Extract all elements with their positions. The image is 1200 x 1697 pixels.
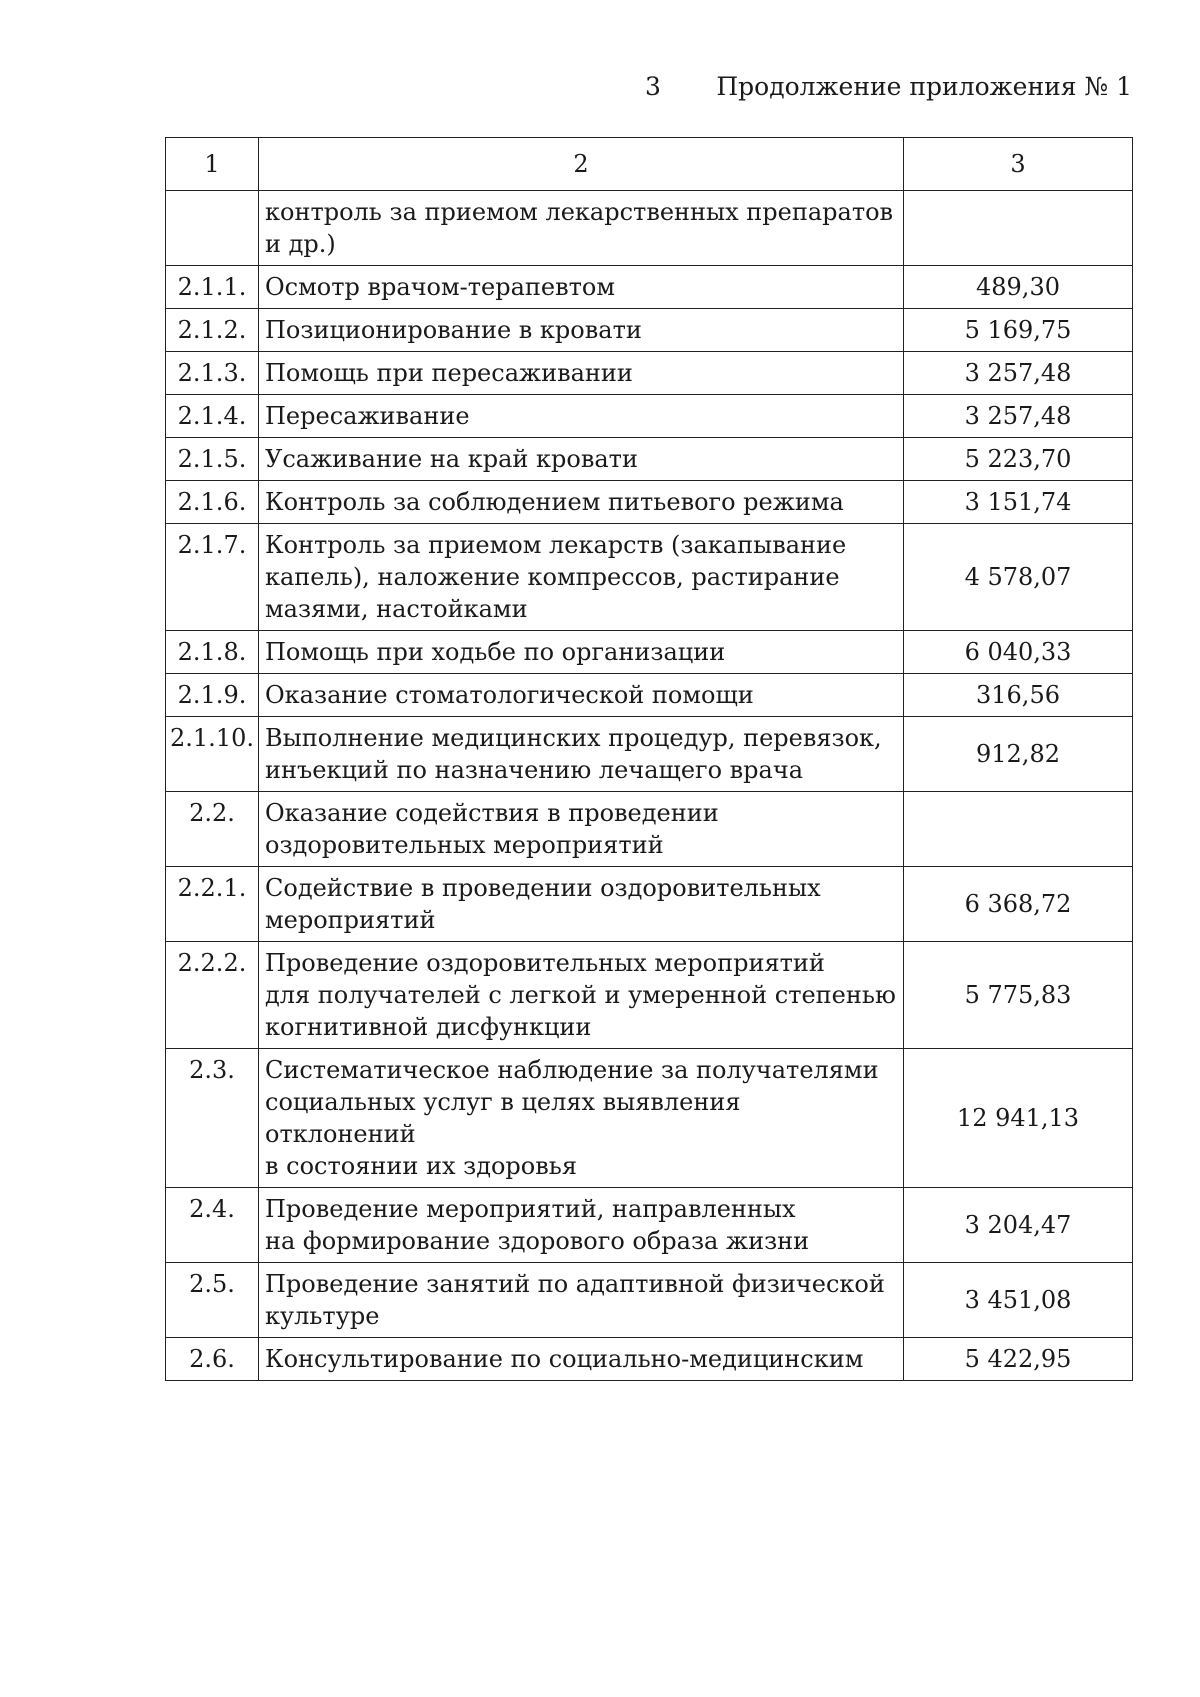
service-description: Систематическое наблюдение за получателями социальных услуг в целях выявления отклонений в состоянии их здоровья	[259, 1049, 904, 1188]
row-number: 2.1.10.	[166, 717, 259, 792]
service-description: Контроль за приемом лекарств (закапывание капель), наложение компрессов, растирание мазями, настойками	[259, 524, 904, 631]
service-price: 6 040,33	[904, 631, 1133, 674]
service-price: 912,82	[904, 717, 1133, 792]
service-description: Проведение занятий по адаптивной физической культуре	[259, 1263, 904, 1338]
page-number: 3	[645, 72, 661, 101]
row-number: 2.3.	[166, 1049, 259, 1188]
service-description: Проведение оздоровительных мероприятий для получателей с легкой и умеренной степенью когнитивной дисфункции	[259, 942, 904, 1049]
table-row	[166, 309, 1133, 352]
service-price: 5 775,83	[904, 942, 1133, 1049]
row-number: 2.1.9.	[166, 674, 259, 717]
service-price: 5 223,70	[904, 438, 1133, 481]
table-row	[166, 631, 1133, 674]
row-number: 2.2.2.	[166, 942, 259, 1049]
service-description: Помощь при ходьбе по организации	[259, 631, 904, 674]
table-row	[166, 867, 1133, 942]
service-description: Оказание содействия в проведении оздоровительных мероприятий	[259, 792, 904, 867]
service-description: контроль за приемом лекарственных препаратов и др.)	[259, 191, 904, 266]
table-row	[166, 1188, 1133, 1263]
tariff-table	[165, 137, 1133, 1381]
table-row	[166, 395, 1133, 438]
row-number	[166, 191, 259, 266]
service-price	[904, 792, 1133, 867]
service-description: Усаживание на край кровати	[259, 438, 904, 481]
service-price	[904, 191, 1133, 266]
service-price: 3 257,48	[904, 352, 1133, 395]
service-price: 3 151,74	[904, 481, 1133, 524]
row-number: 2.6.	[166, 1338, 259, 1381]
column-header-3: 3	[904, 138, 1133, 191]
service-description: Пересаживание	[259, 395, 904, 438]
service-price: 12 941,13	[904, 1049, 1133, 1188]
table-row	[166, 717, 1133, 792]
service-description: Помощь при пересаживании	[259, 352, 904, 395]
table-body	[166, 138, 1133, 1381]
service-description: Позиционирование в кровати	[259, 309, 904, 352]
row-number: 2.1.4.	[166, 395, 259, 438]
service-price: 316,56	[904, 674, 1133, 717]
table-row	[166, 481, 1133, 524]
service-price: 5 169,75	[904, 309, 1133, 352]
table-row	[166, 674, 1133, 717]
service-price: 4 578,07	[904, 524, 1133, 631]
table-row	[166, 266, 1133, 309]
table-row	[166, 1338, 1133, 1381]
row-number: 2.1.7.	[166, 524, 259, 631]
service-price: 3 451,08	[904, 1263, 1133, 1338]
row-number: 2.1.5.	[166, 438, 259, 481]
row-number: 2.1.1.	[166, 266, 259, 309]
service-price: 3 204,47	[904, 1188, 1133, 1263]
row-number: 2.1.6.	[166, 481, 259, 524]
service-price: 3 257,48	[904, 395, 1133, 438]
service-description: Проведение мероприятий, направленных на формирование здорового образа жизни	[259, 1188, 904, 1263]
table-row	[166, 352, 1133, 395]
service-description: Выполнение медицинских процедур, перевязок, инъекций по назначению лечащего врача	[259, 717, 904, 792]
service-price: 5 422,95	[904, 1338, 1133, 1381]
service-description: Оказание стоматологической помощи	[259, 674, 904, 717]
appendix-continuation-heading: Продолжение приложения № 1	[716, 72, 1132, 101]
table-row	[166, 191, 1133, 266]
table-row	[166, 1263, 1133, 1338]
service-price: 6 368,72	[904, 867, 1133, 942]
service-description: Контроль за соблюдением питьевого режима	[259, 481, 904, 524]
service-price: 489,30	[904, 266, 1133, 309]
row-number: 2.2.	[166, 792, 259, 867]
row-number: 2.1.8.	[166, 631, 259, 674]
table-header-row	[166, 138, 1133, 191]
column-header-2: 2	[259, 138, 904, 191]
row-number: 2.1.3.	[166, 352, 259, 395]
table-row	[166, 942, 1133, 1049]
row-number: 2.4.	[166, 1188, 259, 1263]
service-description: Содействие в проведении оздоровительных мероприятий	[259, 867, 904, 942]
row-number: 2.2.1.	[166, 867, 259, 942]
service-description: Осмотр врачом-терапевтом	[259, 266, 904, 309]
table-row	[166, 1049, 1133, 1188]
row-number: 2.5.	[166, 1263, 259, 1338]
table-row	[166, 792, 1133, 867]
service-description: Консультирование по социально-медицинским	[259, 1338, 904, 1381]
column-header-1: 1	[166, 138, 259, 191]
row-number: 2.1.2.	[166, 309, 259, 352]
table-row	[166, 524, 1133, 631]
table-row	[166, 438, 1133, 481]
